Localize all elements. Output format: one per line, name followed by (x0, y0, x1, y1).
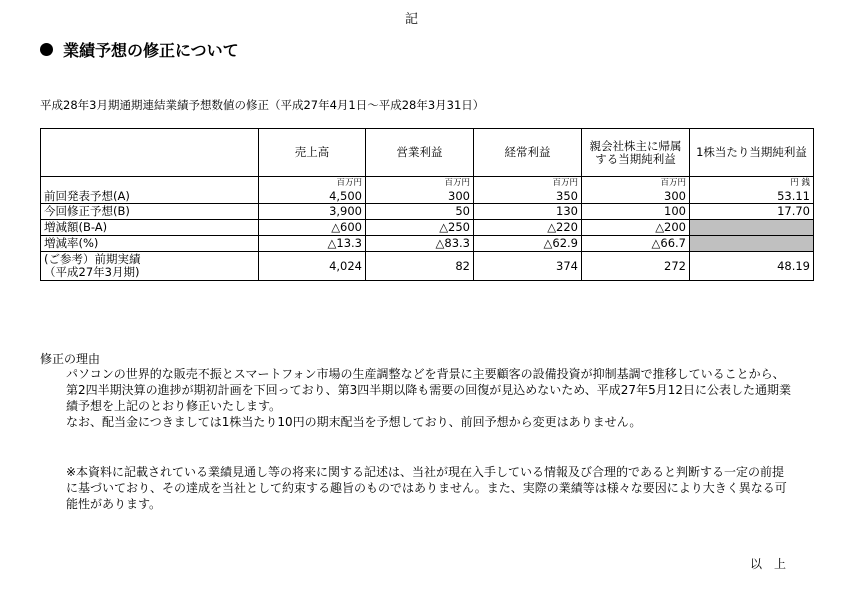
shaded-cell (690, 220, 814, 236)
value-cell: 130 (474, 204, 582, 220)
heading-text: 業績予想の修正について (63, 41, 239, 60)
value-cell: 17.70 (690, 204, 814, 220)
value-cell: △83.3 (366, 236, 474, 252)
value-cell: △250 (366, 220, 474, 236)
row-label: 今回修正予想(B) (41, 204, 259, 220)
value-cell: 374 (474, 252, 582, 281)
value-cell: 300 (366, 189, 474, 204)
value-cell: 300 (582, 189, 690, 204)
value-cell: 272 (582, 252, 690, 281)
table-header-row (41, 129, 814, 177)
value-cell: 53.11 (690, 189, 814, 204)
table-title: 平成28年3月期通期連結業績予想数値の修正（平成27年4月1日～平成28年3月31日） (40, 98, 485, 112)
table-row (41, 204, 814, 220)
value-cell: △13.3 (259, 236, 366, 252)
row-label-line2: （平成27年3月期) (44, 265, 140, 279)
value-cell: 3,900 (259, 204, 366, 220)
value-cell: 350 (474, 189, 582, 204)
reason-title: 修正の理由 (40, 352, 101, 366)
value-cell: △220 (474, 220, 582, 236)
unit-cell: 百万円 (366, 177, 474, 190)
header-net-income: 親会社株主に帰属する当期純利益 (582, 129, 690, 177)
units-blank (41, 177, 259, 190)
value-cell: 82 (366, 252, 474, 281)
value-cell: 4,024 (259, 252, 366, 281)
forecast-table (40, 128, 814, 281)
header-mark: 記 (405, 12, 419, 27)
row-label: 前回発表予想(A) (41, 189, 259, 204)
row-label: 増減額(B-A) (41, 220, 259, 236)
value-cell: 100 (582, 204, 690, 220)
row-label (41, 252, 259, 281)
unit-cell: 百万円 (259, 177, 366, 190)
table-row (41, 252, 814, 281)
header-sales: 売上高 (259, 129, 366, 177)
table-row (41, 220, 814, 236)
dividend-paragraph: なお、配当金につきましては1株当たり10円の期末配当を予想しており、前回予想から変更はありません。 (66, 415, 642, 429)
header-eps: 1株当たり当期純利益 (690, 129, 814, 177)
value-cell: △66.7 (582, 236, 690, 252)
value-cell: 50 (366, 204, 474, 220)
units-row (41, 177, 814, 190)
reason-body (66, 366, 796, 430)
value-cell: △200 (582, 220, 690, 236)
header-operating-income: 営業利益 (366, 129, 474, 177)
value-cell: 4,500 (259, 189, 366, 204)
bullet-icon (40, 43, 53, 56)
unit-cell: 百万円 (474, 177, 582, 190)
value-cell: △600 (259, 220, 366, 236)
disclaimer-note: ※本資料に記載されている業績見通し等の将来に関する記述は、当社が現在入手している情報及び合理的であると判断する一定の前提に基づいており、その達成を当社として約束する趣旨のものではありません。また、実際の業績等は様々な要因により大きく異なる可能性があります。 (66, 465, 787, 511)
header-blank (41, 129, 259, 177)
closing-mark: 以上 (750, 557, 799, 571)
value-cell: △62.9 (474, 236, 582, 252)
section-heading (40, 38, 239, 61)
shaded-cell (690, 236, 814, 252)
table-row (41, 189, 814, 204)
table-row (41, 236, 814, 252)
header-ordinary-income: 経常利益 (474, 129, 582, 177)
row-label-line1: (ご参考）前期実績 (44, 252, 141, 266)
reason-paragraph: パソコンの世界的な販売不振とスマートフォン市場の生産調整などを背景に主要顧客の設備投資が抑制基調で推移していることから、第2四半期決算の進捗が期初計画を下回っており、第3四半期以降も需要の回復が見込めないため、平成27年5月12日に公表した通期業績予想を上記のとおり修正いたします。 (66, 367, 791, 413)
row-label: 増減率(%) (41, 236, 259, 252)
unit-cell: 百万円 (582, 177, 690, 190)
unit-cell: 円 銭 (690, 177, 814, 190)
value-cell: 48.19 (690, 252, 814, 281)
